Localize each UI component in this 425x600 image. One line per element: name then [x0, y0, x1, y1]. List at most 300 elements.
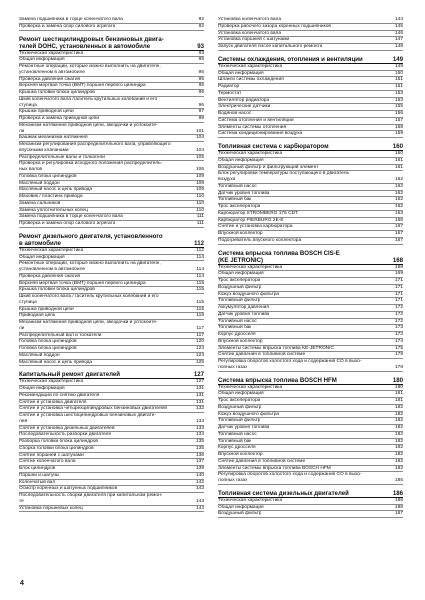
- toc-entry: [218, 125, 403, 132]
- toc-entry-page: 173: [394, 325, 403, 331]
- toc-entry-page: 171: [394, 278, 403, 283]
- section-heading-line: Топливная система дизельных двигателей: [218, 489, 349, 497]
- toc-entry: [19, 187, 204, 194]
- toc-entry: [218, 439, 403, 446]
- toc-entry-title: Снятие давления в топливной системе: [218, 458, 306, 464]
- toc-entry: [218, 44, 403, 51]
- toc-entry-page: 139: [195, 466, 204, 471]
- toc-entry-page: 167: [394, 231, 403, 236]
- toc-entry-title: Элементы системы отопления: [218, 124, 287, 130]
- toc-entry-page: 167: [394, 237, 403, 243]
- toc-entry-title: Замена сальников: [19, 200, 61, 206]
- toc-entry: [218, 184, 403, 191]
- toc-entry-title: Термостат: [218, 90, 242, 96]
- toc-entry-title: Карбюратор PIERBURG 2E-E: [218, 217, 284, 223]
- toc-right-column: [218, 17, 403, 518]
- toc-entry: [19, 174, 204, 181]
- section-heading-line: Капитальный ремонт двигателей: [19, 371, 121, 379]
- toc-entry-page: 163: [394, 210, 403, 216]
- toc-entry-title: впускными клапанами: [19, 147, 69, 153]
- toc-entry-page: 155: [394, 104, 403, 110]
- toc-entry-page: 127: [195, 379, 204, 385]
- toc-entry-page: 95: [198, 69, 204, 75]
- toc-entry: [19, 83, 204, 90]
- section-heading: [218, 250, 403, 265]
- toc-entry: [218, 385, 403, 392]
- toc-entry-title: Крышки приводной цепи: [19, 109, 74, 115]
- toc-entry-title: Система кондиционирования воздуха: [218, 131, 303, 137]
- toc-entry-title: Общая информация: [218, 271, 264, 277]
- toc-entry: [19, 419, 204, 426]
- toc-entry-title: Осмотр коренных и шатунных подшипников: [19, 486, 118, 492]
- toc-entry-title: Трос акселератора: [218, 398, 261, 403]
- toc-entry-title: Распределительный вал и толкатели: [19, 332, 102, 338]
- toc-entry: [19, 208, 204, 215]
- toc-entry-title: Шкив коленчатого вала / гаситель крутильных колебаний и его: [19, 294, 159, 299]
- toc-entry-title: Головка блока цилиндров: [19, 339, 77, 345]
- toc-entry-title: Проверка и замена приводной цепи: [19, 116, 100, 121]
- toc-entry-page: 115: [196, 299, 204, 305]
- toc-entry-title: Распределительные валы и толкатели: [19, 154, 105, 160]
- toc-entry: [19, 248, 204, 255]
- toc-entry: [19, 221, 204, 228]
- toc-entry: [19, 439, 204, 446]
- toc-entry: [218, 298, 403, 305]
- toc-entry-title: Кожух воздушного фильтра: [218, 411, 280, 417]
- toc-entry: [19, 400, 204, 407]
- toc-entry-title: Топливный бак: [218, 325, 252, 331]
- toc-entry-title: Датчик уровня топлива: [218, 190, 270, 196]
- toc-entry: [218, 211, 403, 218]
- toc-entry-page: 181: [394, 398, 403, 403]
- toc-entry-title: Верхняя мертвая точка (ВМТ) поршня первого цилиндра: [19, 83, 146, 89]
- toc-entry: [19, 70, 204, 77]
- toc-entry: [218, 292, 403, 299]
- toc-entry-page: 145: [394, 23, 403, 29]
- toc-entry: [19, 326, 204, 333]
- toc-entry-page: 146: [394, 30, 403, 36]
- toc-entry-title: Блок регулировки температуры поступающего в двигатель: [218, 171, 349, 177]
- toc-entry-title: Регулировка оборотов холостого хода и содержания CO в выхо-: [218, 359, 362, 364]
- toc-entry-page: 92: [198, 17, 204, 22]
- toc-entry-page: 95: [198, 76, 204, 82]
- toc-entry-title: Снятие и установка четырехцилиндровых бензиновых двигателей: [19, 406, 167, 412]
- toc-entry-title: Сборка головки блока цилиндров: [19, 445, 94, 451]
- toc-entry-title: Общая информация: [19, 386, 65, 391]
- section-heading: [218, 143, 403, 151]
- toc-entry-title: Установка поршневых колец: [19, 505, 83, 511]
- section-heading: [218, 377, 403, 385]
- toc-entry: [218, 37, 403, 44]
- toc-entry-title: Снятие давления в топливной системе: [218, 352, 306, 358]
- toc-entry: [19, 353, 204, 360]
- toc-entry-page: 124: [195, 352, 204, 358]
- toc-entry-page: 116: [196, 313, 204, 319]
- toc-entry: [218, 445, 403, 452]
- toc-entry-page: 114: [196, 273, 204, 279]
- toc-entry-page: 111: [196, 214, 204, 220]
- toc-entry-title: Ремонтные операции, которые можно выполнить на двигателе,: [19, 64, 161, 69]
- toc-entry-title: те: [19, 498, 24, 504]
- toc-entry: [19, 379, 204, 386]
- toc-entry: [19, 129, 204, 136]
- section-heading-line: Ремонт дизельного двигателя, установленного: [19, 232, 163, 240]
- toc-entry-title: Техническая характеристика: [19, 379, 84, 385]
- toc-entry: [218, 238, 403, 245]
- toc-entry: [218, 118, 403, 125]
- toc-entry-page: 95: [198, 83, 204, 89]
- toc-entry-page: 148: [394, 44, 403, 49]
- toc-entry-title: Топливный насос: [218, 431, 257, 437]
- toc-entry-title: Снятие коленчатого вала: [19, 459, 76, 465]
- toc-entry-title: Механизм регулирования распределительного вала, управляющего: [19, 142, 171, 147]
- toc-entry-title: Впускной коллектор: [218, 338, 263, 344]
- section-heading-line: (KE JETRONIC): [218, 256, 264, 264]
- toc-entry-title: Коленчатый вал: [19, 479, 56, 485]
- toc-entry: [19, 333, 204, 340]
- toc-entry: [19, 24, 204, 31]
- toc-entry-title: Крышка приводной цепи: [19, 306, 74, 312]
- toc-entry-title: Датчик уровня топлива: [218, 311, 270, 317]
- section-heading-line: Система впрыска топлива BOSCH HFM: [218, 376, 337, 384]
- toc-entry-page: 182: [394, 404, 403, 410]
- toc-entry-title: Блок цилиндров: [19, 466, 56, 471]
- toc-entry-title: Замена уплотнительных колец: [19, 207, 88, 213]
- toc-entry-page: 143: [195, 498, 204, 504]
- toc-entry-page: 115: [196, 280, 204, 286]
- toc-entry: [19, 300, 204, 307]
- toc-entry-title: Техническая характеристика: [218, 497, 283, 503]
- toc-entry-title: Масляный насос и цепь привода: [19, 359, 93, 365]
- toc-entry-title: Техническая характеристика: [218, 151, 283, 156]
- section-heading: [19, 233, 204, 248]
- toc-entry-title: Корпус дросселя: [218, 332, 256, 337]
- toc-entry: [218, 312, 403, 319]
- toc-entry: [19, 499, 204, 506]
- page-number: 4: [20, 580, 24, 587]
- toc-entry-title: Установка поршней с шатунами: [218, 37, 290, 43]
- toc-entry-title: Топливный фильтр: [218, 418, 261, 424]
- toc-entry-page: 151: [394, 77, 403, 83]
- toc-entry-title: Замена подшипника в торце коленчатого вала: [19, 17, 123, 22]
- toc-entry: [218, 319, 403, 326]
- toc-entry-title: Воздушный фильтр: [218, 404, 262, 410]
- toc-entry: [19, 194, 204, 201]
- toc-entry-page: 157: [394, 117, 403, 123]
- toc-entry-page: 96: [198, 90, 204, 95]
- toc-entry-page: 135: [195, 439, 204, 444]
- toc-entry-title: Корпус дросселя: [218, 445, 256, 451]
- toc-entry: [218, 71, 403, 78]
- toc-entry: [218, 77, 403, 84]
- toc-entry: [218, 339, 403, 346]
- toc-entry-page: 161: [394, 157, 403, 163]
- toc-entry-page: 93: [198, 50, 204, 56]
- toc-entry: [218, 398, 403, 405]
- toc-entry: [19, 135, 204, 142]
- toc-entry: [218, 418, 403, 425]
- toc-entry-page: 131: [195, 386, 204, 391]
- toc-entry-page: 168: [394, 264, 403, 270]
- toc-entry-page: 117: [196, 325, 204, 331]
- toc-entry-page: 172: [394, 311, 403, 317]
- section-heading-page: 112: [194, 239, 204, 247]
- toc-entry: [19, 148, 204, 155]
- toc-entry-page: 162: [394, 197, 403, 203]
- toc-entry-title: Крышка головки блока цилиндров: [19, 90, 95, 95]
- toc-entry-title: Механизм натяжения приводной цепи, звездочки и успокоите-: [19, 122, 158, 128]
- toc-entry: [19, 339, 204, 346]
- toc-entry-title: Головка блока цилиндров: [19, 346, 77, 351]
- toc-entry-title: Воздушный фильтр: [218, 284, 262, 290]
- toc-entry-title: Воздушный фильтр: [218, 511, 262, 517]
- toc-entry-page: 186: [394, 504, 403, 510]
- toc-entry: [218, 177, 403, 184]
- toc-entry: [19, 77, 204, 84]
- toc-entry-title: Проверка и замена опор силового агрегата: [19, 221, 116, 226]
- toc-left-column: [19, 17, 204, 512]
- section-heading-page: 186: [392, 489, 403, 497]
- toc-entry-title: Верхняя мертвая точка (ВМТ) поршня первого цилиндра: [19, 280, 146, 286]
- toc-entry: [218, 352, 403, 359]
- toc-entry-title: Техническая характеристика: [218, 63, 283, 69]
- toc-entry: [218, 64, 403, 71]
- toc-entry-title: Трос акселератора: [218, 204, 261, 209]
- toc-entry-page: 114: [196, 267, 204, 272]
- toc-entry-page: 174: [394, 338, 403, 344]
- toc-entry-page: 173: [394, 332, 403, 337]
- toc-entry-page: 147: [394, 37, 403, 43]
- toc-entry-title: Техническая характеристика: [218, 384, 283, 390]
- toc-entry: [218, 498, 403, 505]
- section-heading-line: Система впрыска топлива BOSCH CIS-E: [218, 249, 340, 257]
- toc-entry: [218, 224, 403, 231]
- toc-entry: [19, 201, 204, 208]
- toc-entry-page: 182: [394, 452, 403, 457]
- toc-entry-title: лей: [19, 418, 28, 424]
- toc-entry-page: 153: [394, 97, 403, 103]
- section-heading-line: телей DOHC, установленных в автомобиле: [19, 42, 151, 50]
- toc-entry-title: Масляный поддон: [19, 352, 60, 358]
- toc-entry-page: 133: [195, 418, 204, 424]
- toc-entry-page: 186: [394, 497, 403, 503]
- toc-entry: [19, 453, 204, 460]
- toc-entry-page: 131: [195, 399, 204, 405]
- toc-entry-page: 162: [394, 204, 403, 209]
- toc-entry-title: Трос акселератора: [218, 278, 261, 283]
- toc-entry: [218, 111, 403, 118]
- toc-entry-page: 115: [196, 287, 204, 293]
- toc-entry-title: Общая информация: [218, 504, 264, 510]
- toc-entry-page: 105: [195, 154, 204, 160]
- toc-entry-page: 96: [198, 102, 204, 108]
- toc-entry: [19, 103, 204, 110]
- toc-entry: [19, 480, 204, 487]
- toc-entry: [19, 486, 204, 493]
- toc-entry-title: Рекомендации по снятию двигателя: [19, 392, 100, 398]
- toc-entry-title: Масляный поддон: [19, 180, 60, 186]
- toc-entry: [19, 281, 204, 288]
- toc-entry-page: 101: [195, 128, 204, 134]
- section-heading-line: Ремонт шестицилиндровых бензиновых двига-: [19, 35, 164, 43]
- toc-entry: [19, 214, 204, 221]
- toc-entry-page: 115: [196, 306, 204, 312]
- toc-entry-page: 143: [195, 486, 204, 492]
- toc-entry-title: Вентилятор радиатора: [218, 97, 270, 103]
- toc-entry-title: Снятие поршней с шатунами: [19, 452, 84, 458]
- toc-entry-title: Топливный насос: [218, 183, 257, 189]
- toc-entry-title: Топливный фильтр: [218, 298, 261, 304]
- toc-entry-title: Ремонтные операции, которые можно выполнить на двигателе,: [19, 261, 161, 267]
- toc-entry: [218, 165, 403, 172]
- toc-entry-page: 134: [195, 432, 204, 438]
- toc-entry-page: 171: [394, 284, 403, 290]
- toc-entry-page: 158: [394, 124, 403, 130]
- toc-entry-page: 150: [394, 70, 403, 76]
- toc-entry-title: Техническая характеристика: [19, 50, 84, 56]
- section-heading: [218, 490, 403, 498]
- toc-entry-page: 151: [394, 84, 403, 89]
- toc-entry-title: Шланги системы охлаждения: [218, 77, 284, 83]
- toc-entry: [218, 218, 403, 225]
- toc-entry: [19, 307, 204, 314]
- toc-entry: [19, 346, 204, 353]
- toc-entry-title: Топливный насос: [218, 318, 257, 324]
- toc-entry-page: 171: [394, 298, 403, 304]
- toc-entry: [218, 271, 403, 278]
- toc-entry-title: Воздушный фильтр и фильтрующий элемент: [218, 164, 319, 170]
- toc-entry-title: Последовательность сборки двигателя при капитальном ремон-: [19, 493, 163, 498]
- toc-entry: [218, 17, 403, 24]
- toc-entry-title: ли: [19, 325, 25, 331]
- toc-entry-page: 99: [198, 116, 204, 121]
- section-heading-page: 127: [193, 371, 204, 379]
- toc-entry: [19, 473, 204, 480]
- toc-entry-page: 166: [394, 217, 403, 223]
- toc-entry-page: 125: [195, 359, 204, 365]
- toc-entry-page: 182: [394, 411, 403, 417]
- toc-entry: [218, 151, 403, 158]
- toc-entry: [19, 57, 204, 64]
- toc-entry-page: 159: [394, 131, 403, 137]
- toc-entry-page: 97: [198, 109, 204, 115]
- toc-entry-page: 104: [195, 147, 204, 153]
- toc-entry-title: Элементы системы впрыска топлива KE-JETRONIC: [218, 345, 334, 351]
- toc-entry-title: лопных газах: [218, 478, 248, 483]
- toc-entry-page: 109: [195, 173, 204, 179]
- toc-entry-title: Общая информация: [218, 391, 264, 397]
- toc-entry-page: 182: [394, 425, 403, 430]
- toc-entry-page: 135: [195, 445, 204, 451]
- toc-entry-title: Снятие и установка двигателя: [19, 399, 87, 405]
- toc-entry: [218, 31, 403, 38]
- toc-entry: [19, 109, 204, 116]
- toc-entry: [218, 405, 403, 412]
- toc-entry-page: 109: [195, 180, 204, 186]
- toc-entry-title: Элементы системы впрыска топлива BOSCH HFM: [218, 465, 331, 471]
- section-heading-page: 160: [392, 143, 403, 150]
- toc-entry-page: 172: [394, 305, 403, 310]
- toc-entry-title: Проверка и замена опор силового агрегата: [19, 23, 116, 29]
- toc-entry-page: 106: [195, 167, 204, 172]
- toc-entry-title: Подогреватель впускного коллектора: [218, 237, 302, 243]
- toc-entry-title: Разборка головки блока цилиндров: [19, 439, 98, 444]
- toc-entry-title: Топливный бак: [218, 438, 252, 444]
- toc-entry: [218, 231, 403, 238]
- toc-entry-page: 104: [195, 135, 204, 141]
- toc-entry-title: Поршни и шатуны: [19, 472, 60, 478]
- toc-entry-page: 149: [394, 63, 403, 69]
- toc-entry-page: 132: [195, 406, 204, 412]
- toc-entry-title: Проверка и регулировка исходного положения распределитель-: [19, 161, 163, 167]
- toc-entry-page: 182: [394, 458, 403, 464]
- toc-entry: [218, 131, 403, 138]
- toc-entry-title: Аккумулятор давления: [218, 305, 269, 310]
- toc-entry: [218, 365, 403, 372]
- toc-entry-page: 120: [195, 339, 204, 345]
- toc-entry-page: 136: [195, 452, 204, 458]
- toc-entry: [218, 432, 403, 439]
- toc-entry-title: Датчик уровня топлива: [218, 425, 270, 430]
- toc-entry-page: 112: [196, 247, 204, 253]
- toc-entry: [218, 412, 403, 419]
- toc-entry-page: 110: [196, 200, 204, 206]
- toc-entry: [218, 325, 403, 332]
- toc-entry: [19, 181, 204, 188]
- section-heading: [19, 36, 204, 51]
- toc-entry-title: Водяной насос: [218, 111, 252, 116]
- toc-entry-title: Масляный насос и цепь привода: [19, 187, 93, 193]
- toc-entry: [19, 360, 204, 367]
- toc-entry-title: ступица: [19, 299, 37, 305]
- toc-entry-page: 92: [198, 23, 204, 29]
- toc-entry: [218, 265, 403, 272]
- toc-entry-title: Впускной коллектор: [218, 452, 263, 457]
- toc-entry-page: 131: [195, 392, 204, 398]
- toc-entry-page: 178: [394, 364, 403, 370]
- toc-entry-page: 182: [394, 465, 403, 471]
- toc-entry-title: Последовательность разборки двигателя: [19, 432, 111, 438]
- toc-entry-page: 169: [394, 271, 403, 277]
- toc-entry-page: 111: [196, 221, 204, 226]
- toc-entry: [218, 332, 403, 339]
- toc-entry-page: 167: [394, 224, 403, 230]
- toc-entry-title: Головка блока цилиндров: [19, 173, 77, 179]
- toc-entry: [19, 17, 204, 24]
- toc-entry-title: Крышка головки блока цилиндров: [19, 287, 95, 293]
- toc-entry-title: воздуха: [218, 177, 236, 182]
- toc-entry-page: 178: [394, 352, 403, 358]
- toc-entry-page: 162: [394, 183, 403, 189]
- section-heading-line: Системы охлаждения, отопления и вентиляции: [218, 55, 363, 63]
- toc-entry: [218, 24, 403, 31]
- toc-entry-page: 117: [196, 332, 204, 338]
- section-heading: [218, 56, 403, 64]
- toc-entry-page: 133: [195, 425, 204, 431]
- toc-entry-title: установленном в автомобиле: [19, 267, 86, 272]
- toc-entry-page: 182: [394, 431, 403, 437]
- toc-entry-page: 137: [195, 459, 204, 465]
- toc-entry: [19, 313, 204, 320]
- toc-entry-title: ли: [19, 128, 25, 134]
- toc-entry: [19, 506, 204, 513]
- toc-entry: [19, 287, 204, 294]
- toc-entry-page: 144: [195, 505, 204, 511]
- toc-entry: [218, 466, 403, 473]
- toc-entry-title: Техническая характеристика: [218, 264, 283, 270]
- toc-entry-title: Общая информация: [19, 254, 65, 260]
- toc-entry-title: Снятие и установка шестицилиндровых бензиновых двигате-: [19, 413, 157, 418]
